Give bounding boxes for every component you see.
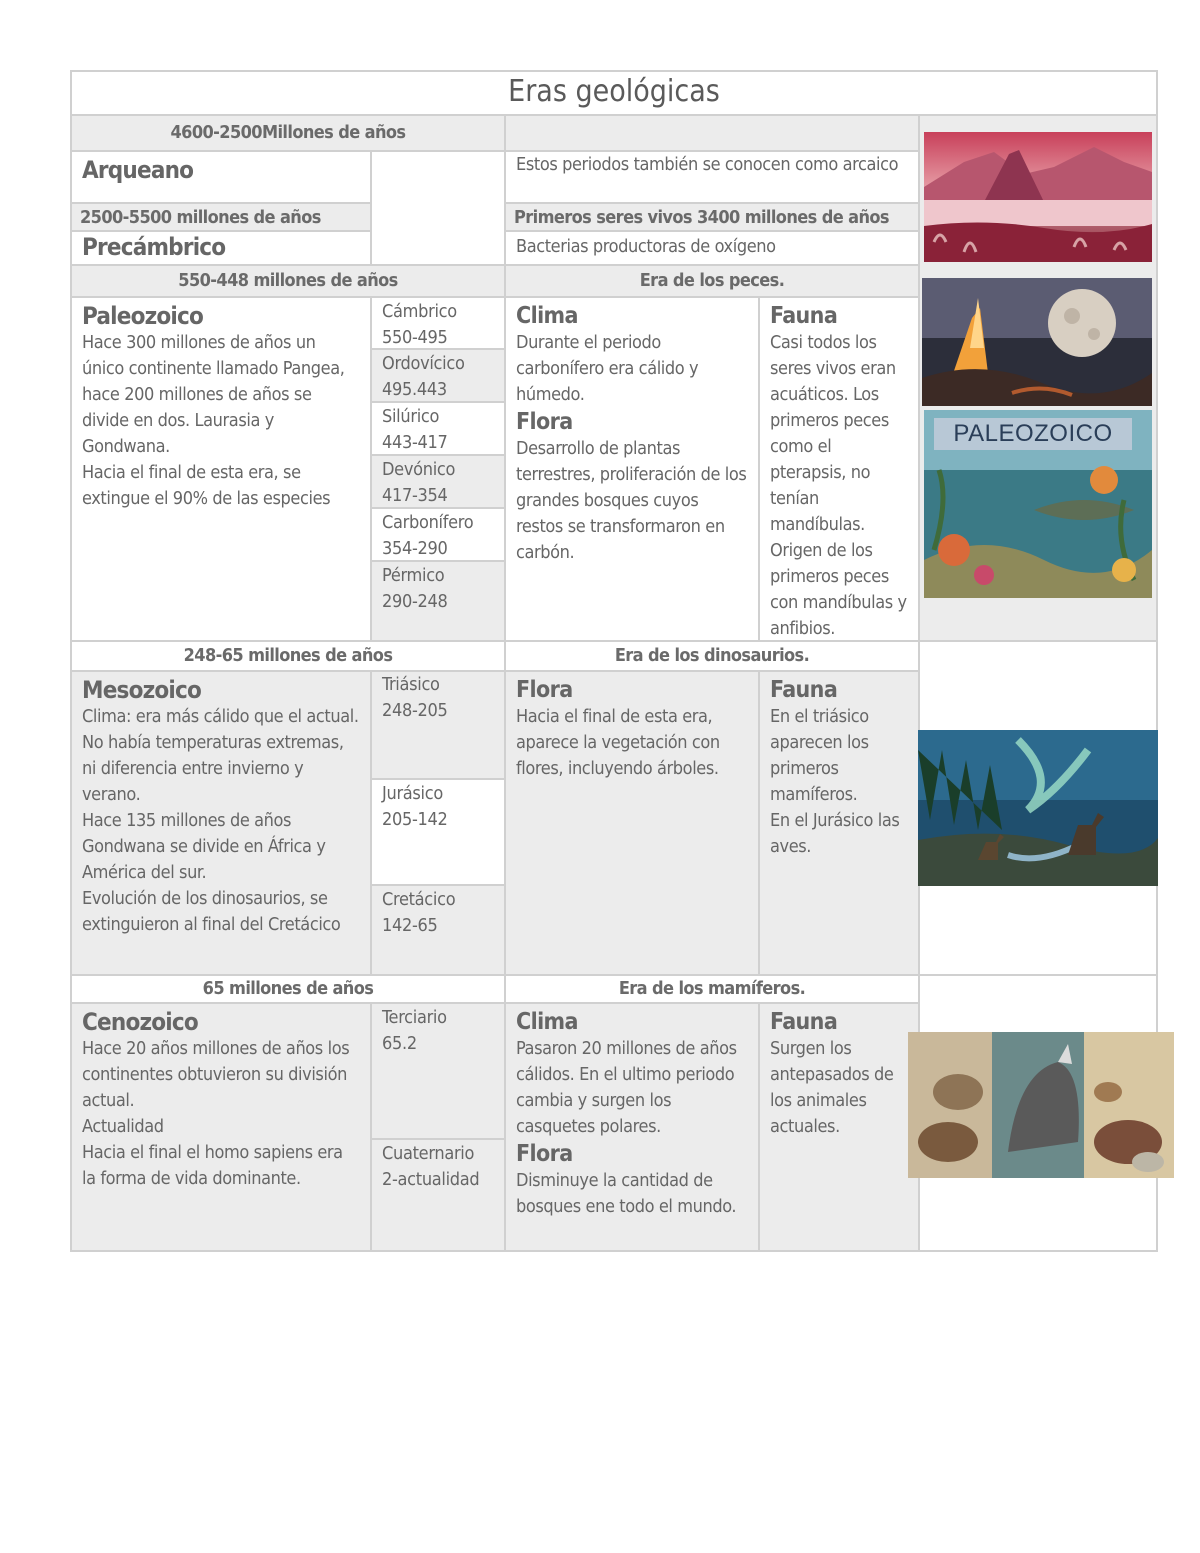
mammals-collage-image — [908, 1032, 1174, 1178]
period-silurico — [370, 401, 506, 456]
period-cambrico — [370, 296, 506, 350]
period-range: 354-290 — [382, 538, 448, 559]
cenozoico-fauna-cell — [758, 1002, 920, 1252]
cenozoico-range-header: 65 millones de años — [70, 974, 506, 1004]
paleozoico-image-label: PALEOZOICO — [934, 418, 1132, 450]
period-range: 290-248 — [382, 591, 448, 612]
clima-text: Durante el periodo carbonífero era cálido y húmedo. — [516, 332, 699, 405]
mesozoico-desc-1: Clima: era más cálido que el actual. No había temperaturas extremas, ni diferencia entre invierno y verano. — [82, 706, 359, 805]
flora-title: Flora — [516, 1141, 573, 1167]
period-range: 248-205 — [382, 700, 448, 721]
mesozoico-desc-3: Evolución de los dinosaurios, se extinguieron al final del Cretácico — [82, 888, 341, 935]
period-jurasico — [370, 778, 506, 886]
period-name: Jurásico — [382, 783, 443, 804]
period-name: Triásico — [382, 674, 440, 695]
fauna-text: Casi todos los seres vivos eran acuáticos. Los primeros peces como el pterapsis, no tenían mandíbulas. Origen de los primeros peces con mandíbulas y anfibios. — [770, 332, 907, 639]
period-range: 443-417 — [382, 432, 448, 453]
period-triasico — [370, 670, 506, 780]
cenozoico-era-header: Era de los mamíferos. — [504, 974, 920, 1004]
fauna-text: Surgen los antepasados de los animales actuales. — [770, 1038, 894, 1137]
clima-title: Clima — [516, 303, 578, 329]
cenozoico-desc-2: Actualidad — [82, 1116, 164, 1137]
paleozoico-era-header: Era de los peces. — [504, 264, 920, 298]
paleozoico-description-cell — [70, 296, 372, 642]
fauna-text-2: En el Jurásico las aves. — [770, 810, 900, 857]
precambrico-note: Estos periodos también se conocen como arcaico — [504, 150, 920, 204]
flora-text: Desarrollo de plantas terrestres, proliferación de los grandes bosques cuyos restos se transformaron en carbón. — [516, 438, 747, 563]
paleozoico-clima-flora-cell — [504, 296, 760, 642]
period-range: 65.2 — [382, 1033, 417, 1054]
paleozoico-fauna-cell — [758, 296, 920, 642]
precambrico-header-right — [504, 114, 920, 152]
arqueano-cell — [70, 150, 372, 204]
mesozoico-desc-2: Hace 135 millones de años Gondwana se divide en África y América del sur. — [82, 810, 326, 883]
period-range: 495.443 — [382, 379, 447, 400]
fauna-title: Fauna — [770, 303, 838, 329]
precambrico-range-header: 4600-2500Millones de años — [70, 114, 506, 152]
period-cretacico — [370, 884, 506, 976]
cenozoico-clima-flora-cell — [504, 1002, 760, 1252]
clima-text: Pasaron 20 millones de años cálidos. En el ultimo periodo cambia y surgen los casquetes polares. — [516, 1038, 737, 1137]
period-range: 417-354 — [382, 485, 448, 506]
precambrico-cell — [70, 230, 372, 266]
cenozoico-desc-1: Hace 20 años millones de años los continentes obtuvieron su división actual. — [82, 1038, 350, 1111]
period-name: Silúrico — [382, 406, 440, 427]
period-range: 2-actualidad — [382, 1169, 480, 1190]
period-range: 550-495 — [382, 327, 448, 348]
arqueano-name: Arqueano — [82, 156, 194, 184]
cenozoico-name: Cenozoico — [82, 1008, 198, 1036]
period-name: Carbonífero — [382, 512, 474, 533]
paleozoico-desc-1: Hace 300 millones de años un único continente llamado Pangea, hace 200 millones de años se divide en dos. Laurasia y Gondwana. — [82, 332, 345, 457]
period-range: 142-65 — [382, 915, 438, 936]
dinosaur-aurora-image — [918, 730, 1158, 886]
first-life: Primeros seres vivos 3400 millones de años — [504, 202, 920, 232]
period-carbonifero — [370, 507, 506, 562]
mesozoico-name: Mesozoico — [82, 676, 202, 704]
flora-title: Flora — [516, 409, 573, 435]
precambrian-landscape-image — [924, 132, 1152, 262]
period-permico — [370, 560, 506, 642]
clima-title: Clima — [516, 1009, 578, 1035]
precambrico-range-2: 2500-5500 millones de años — [70, 202, 372, 232]
period-ordovicico — [370, 348, 506, 403]
fauna-title: Fauna — [770, 1009, 838, 1035]
paleozoico-range-header: 550-448 millones de años — [70, 264, 506, 298]
paleozoico-underwater-image — [924, 410, 1152, 598]
period-name: Cuaternario — [382, 1143, 475, 1164]
volcano-moon-image — [922, 278, 1152, 406]
period-terciario — [370, 1002, 506, 1140]
page-title: Eras geológicas — [70, 70, 1158, 116]
paleozoico-desc-2: Hacia el final de esta era, se extingue el 90% de las especies — [82, 462, 331, 509]
fauna-title: Fauna — [770, 677, 838, 703]
bacteria-text: Bacterias productoras de oxígeno — [504, 230, 920, 266]
period-devonico — [370, 454, 506, 509]
period-range: 205-142 — [382, 809, 448, 830]
mesozoico-flora-cell — [504, 670, 760, 976]
mesozoico-fauna-cell — [758, 670, 920, 976]
mesozoico-range-header: 248-65 millones de años — [70, 640, 506, 672]
period-name: Cámbrico — [382, 301, 457, 322]
mesozoico-era-header: Era de los dinosaurios. — [504, 640, 920, 672]
period-name: Devónico — [382, 459, 456, 480]
period-cuaternario — [370, 1138, 506, 1252]
period-name: Ordovícico — [382, 353, 465, 374]
paleozoico-name: Paleozoico — [82, 302, 204, 330]
cenozoico-desc-3: Hacia el final el homo sapiens era la forma de vida dominante. — [82, 1142, 343, 1189]
period-name: Cretácico — [382, 889, 456, 910]
precambrico-name: Precámbrico — [82, 233, 226, 261]
cenozoico-description-cell — [70, 1002, 372, 1252]
period-name: Terciario — [382, 1007, 447, 1028]
period-name: Pérmico — [382, 565, 445, 586]
flora-text: Hacia el final de esta era, aparece la vegetación con flores, incluyendo árboles. — [516, 706, 720, 779]
flora-title: Flora — [516, 677, 573, 703]
precambrico-periods-empty — [370, 150, 506, 266]
flora-text: Disminuye la cantidad de bosques ene todo el mundo. — [516, 1170, 737, 1217]
fauna-text-1: En el triásico aparecen los primeros mamíferos. — [770, 706, 869, 805]
mesozoico-description-cell — [70, 670, 372, 976]
